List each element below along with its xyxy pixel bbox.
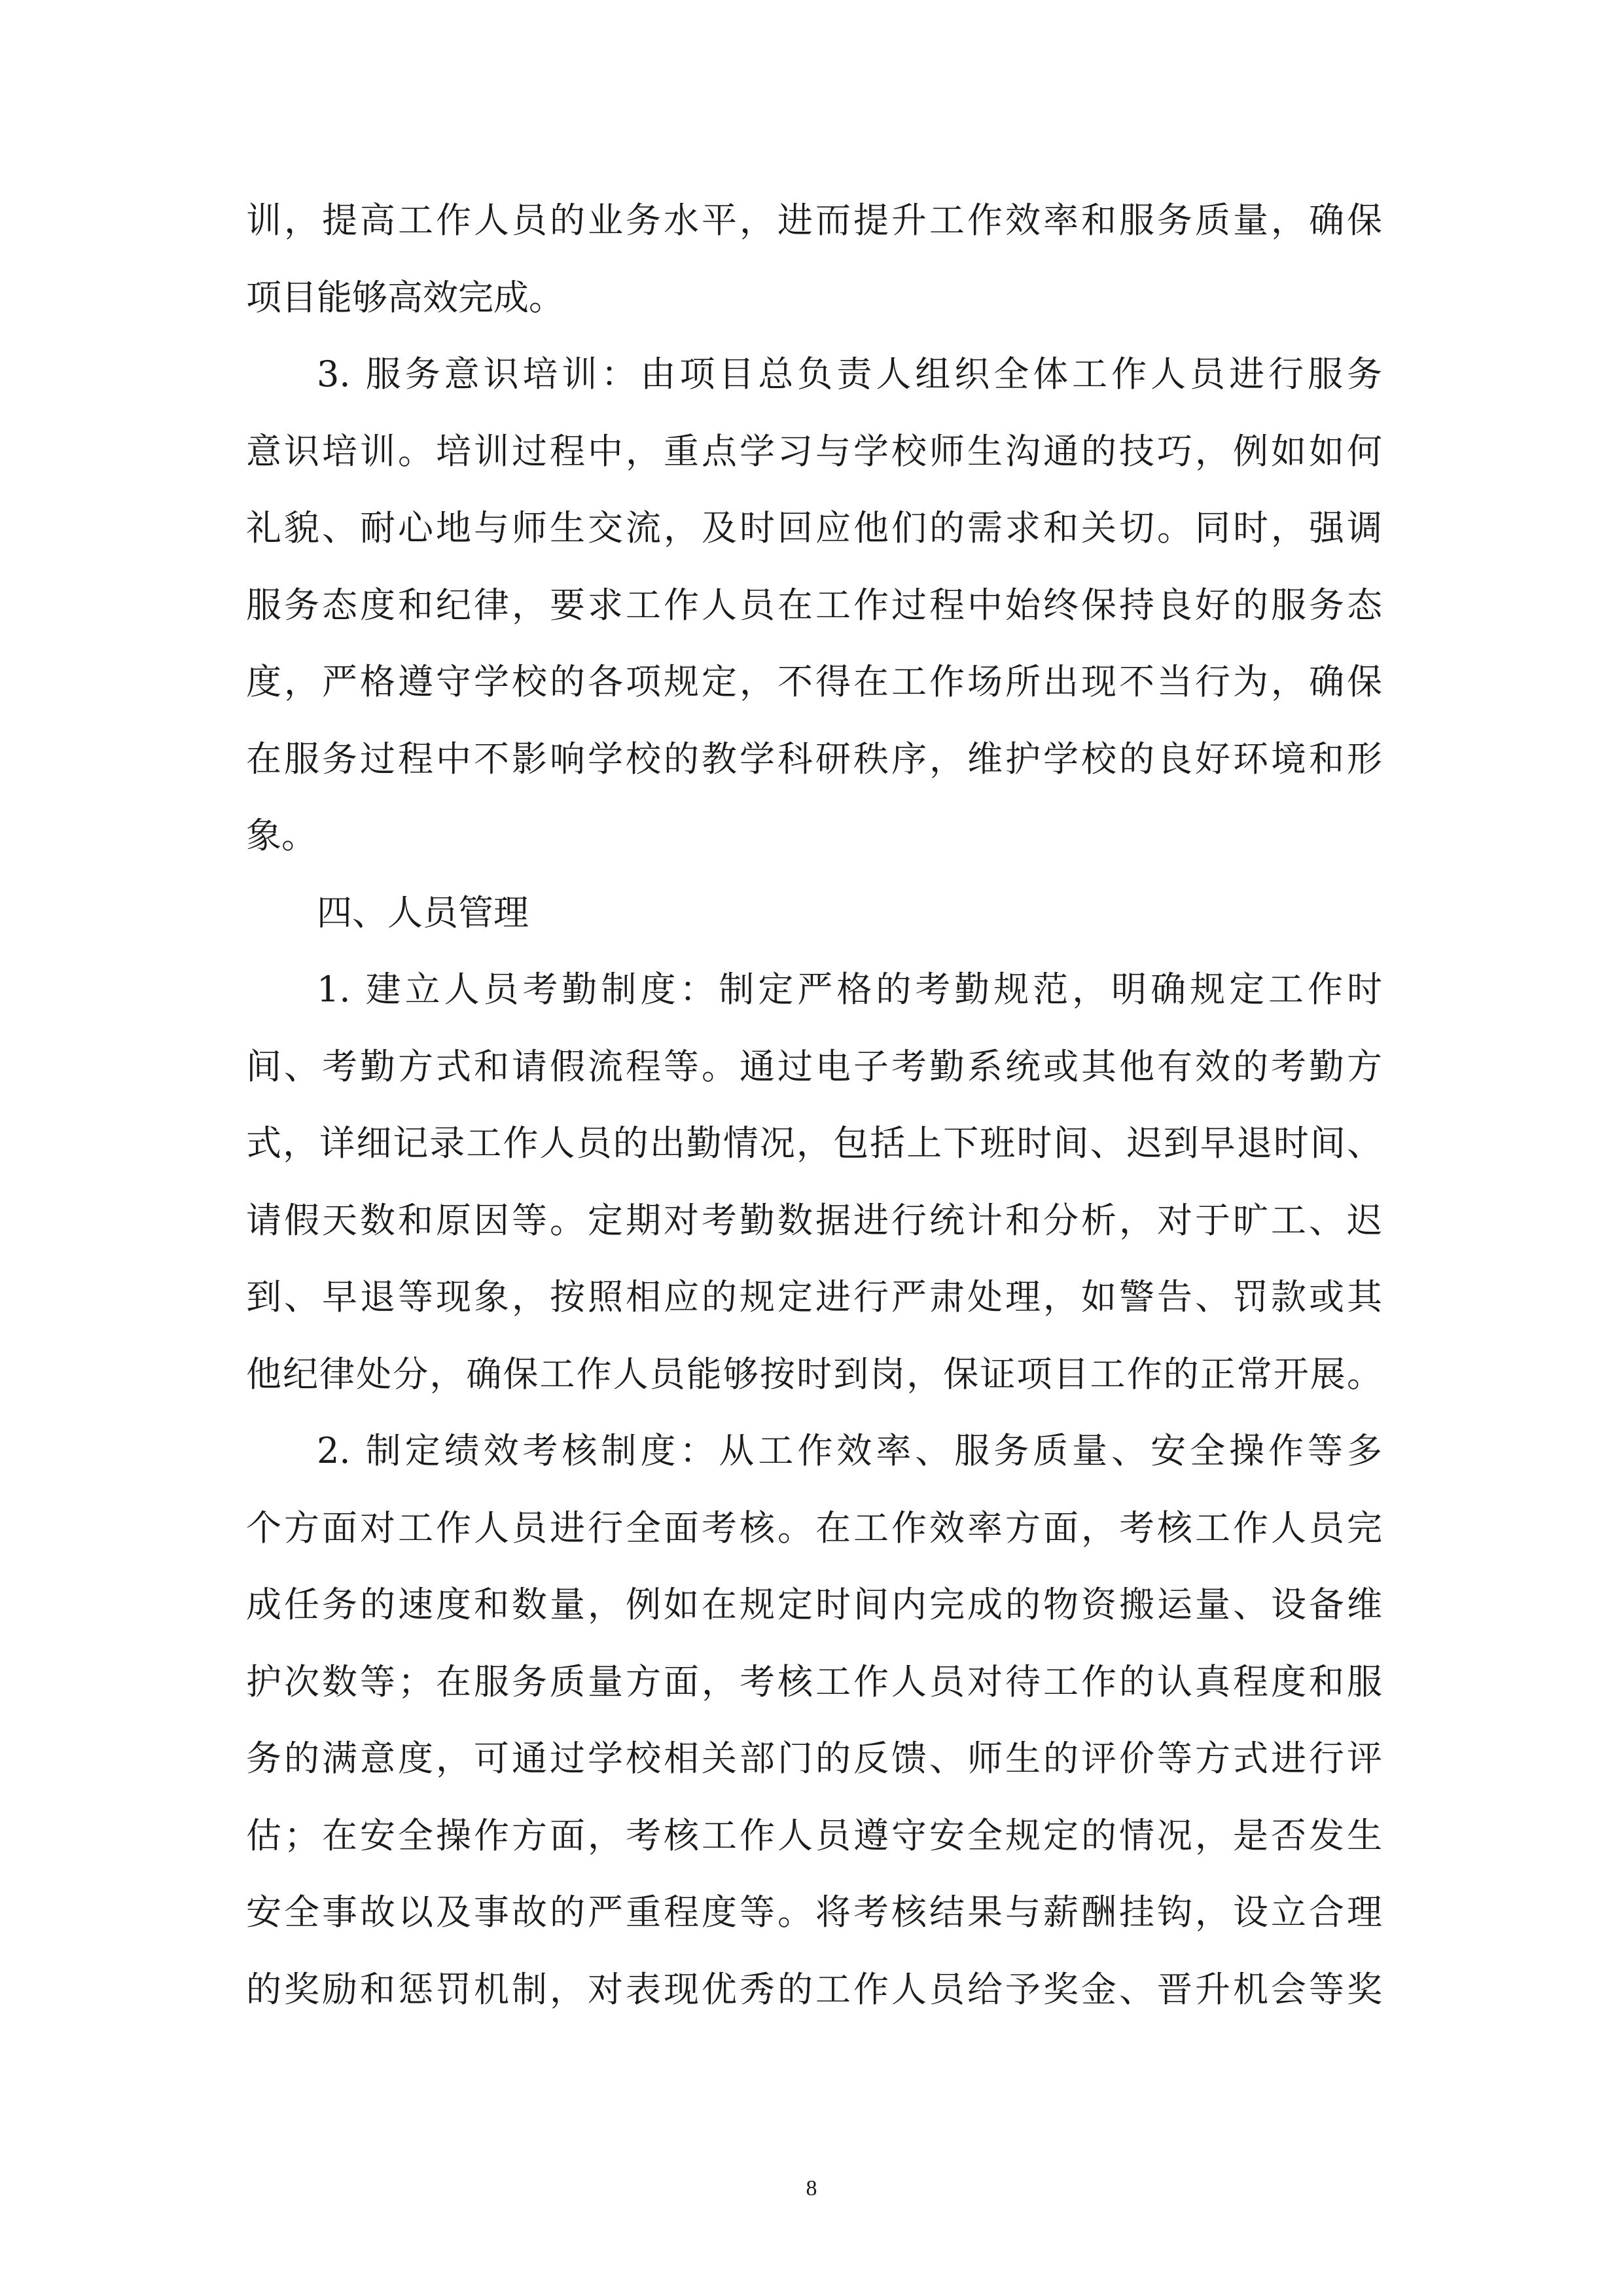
text-line: 在服务过程中不影响学校的教学科研秩序，维护学校的良好环境和形: [246, 738, 1382, 780]
text-line: 成任务的速度和数量，例如在规定时间内完成的物资搬运量、设备维: [246, 1584, 1382, 1625]
text-line: 个方面对工作人员进行全面考核。在工作效率方面，考核工作人员完: [246, 1507, 1382, 1549]
text-line: 的奖励和惩罚机制，对表现优秀的工作人员给予奖金、晋升机会等奖: [246, 1968, 1382, 2010]
text-line: 意识培训。培训过程中，重点学习与学校师生沟通的技巧，例如如何: [246, 430, 1382, 472]
text-line: 服务态度和纪律，要求工作人员在工作过程中始终保持良好的服务态: [246, 584, 1382, 626]
text-line: 安全事故以及事故的严重程度等。将考核结果与薪酬挂钩，设立合理: [246, 1892, 1382, 1933]
text-line: 护次数等；在服务质量方面，考核工作人员对待工作的认真程度和服: [246, 1660, 1382, 1702]
text-line: 请假天数和原因等。定期对考勤数据进行统计和分析，对于旷工、迟: [246, 1199, 1382, 1241]
text-line: 象。: [246, 815, 317, 856]
text-line: 训，提高工作人员的业务水平，进而提升工作效率和服务质量，确保: [246, 200, 1382, 241]
list-item-heading: 1. 建立人员考勤制度：制定严格的考勤规范，明确规定工作时: [317, 969, 1382, 1010]
list-item-heading: 2. 制定绩效考核制度：从工作效率、服务质量、安全操作等多: [317, 1430, 1382, 1471]
text-line: 式，详细记录工作人员的出勤情况，包括上下班时间、迟到早退时间、: [246, 1122, 1382, 1164]
text-line: 他纪律处分，确保工作人员能够按时到岗，保证项目工作的正常开展。: [246, 1353, 1382, 1395]
text-line: 务的满意度，可通过学校相关部门的反馈、师生的评价等方式进行评: [246, 1738, 1382, 1779]
list-item-heading: 3. 服务意识培训：由项目总负责人组织全体工作人员进行服务: [317, 353, 1382, 395]
text-line: 间、考勤方式和请假流程等。通过电子考勤系统或其他有效的考勤方: [246, 1045, 1382, 1087]
text-line: 估；在安全操作方面，考核工作人员遵守安全规定的情况，是否发生: [246, 1814, 1382, 1856]
text-line: 到、早退等现象，按照相应的规定进行严肃处理，如警告、罚款或其: [246, 1276, 1382, 1318]
section-heading: 四、人员管理: [317, 891, 529, 933]
text-line: 度，严格遵守学校的各项规定，不得在工作场所出现不当行为，确保: [246, 661, 1382, 702]
text-line: 礼貌、耐心地与师生交流，及时回应他们的需求和关切。同时，强调: [246, 507, 1382, 548]
text-line: 项目能够高效完成。: [246, 276, 564, 318]
page-number: 8: [806, 2176, 817, 2200]
body-text: [246, 182, 1382, 2028]
